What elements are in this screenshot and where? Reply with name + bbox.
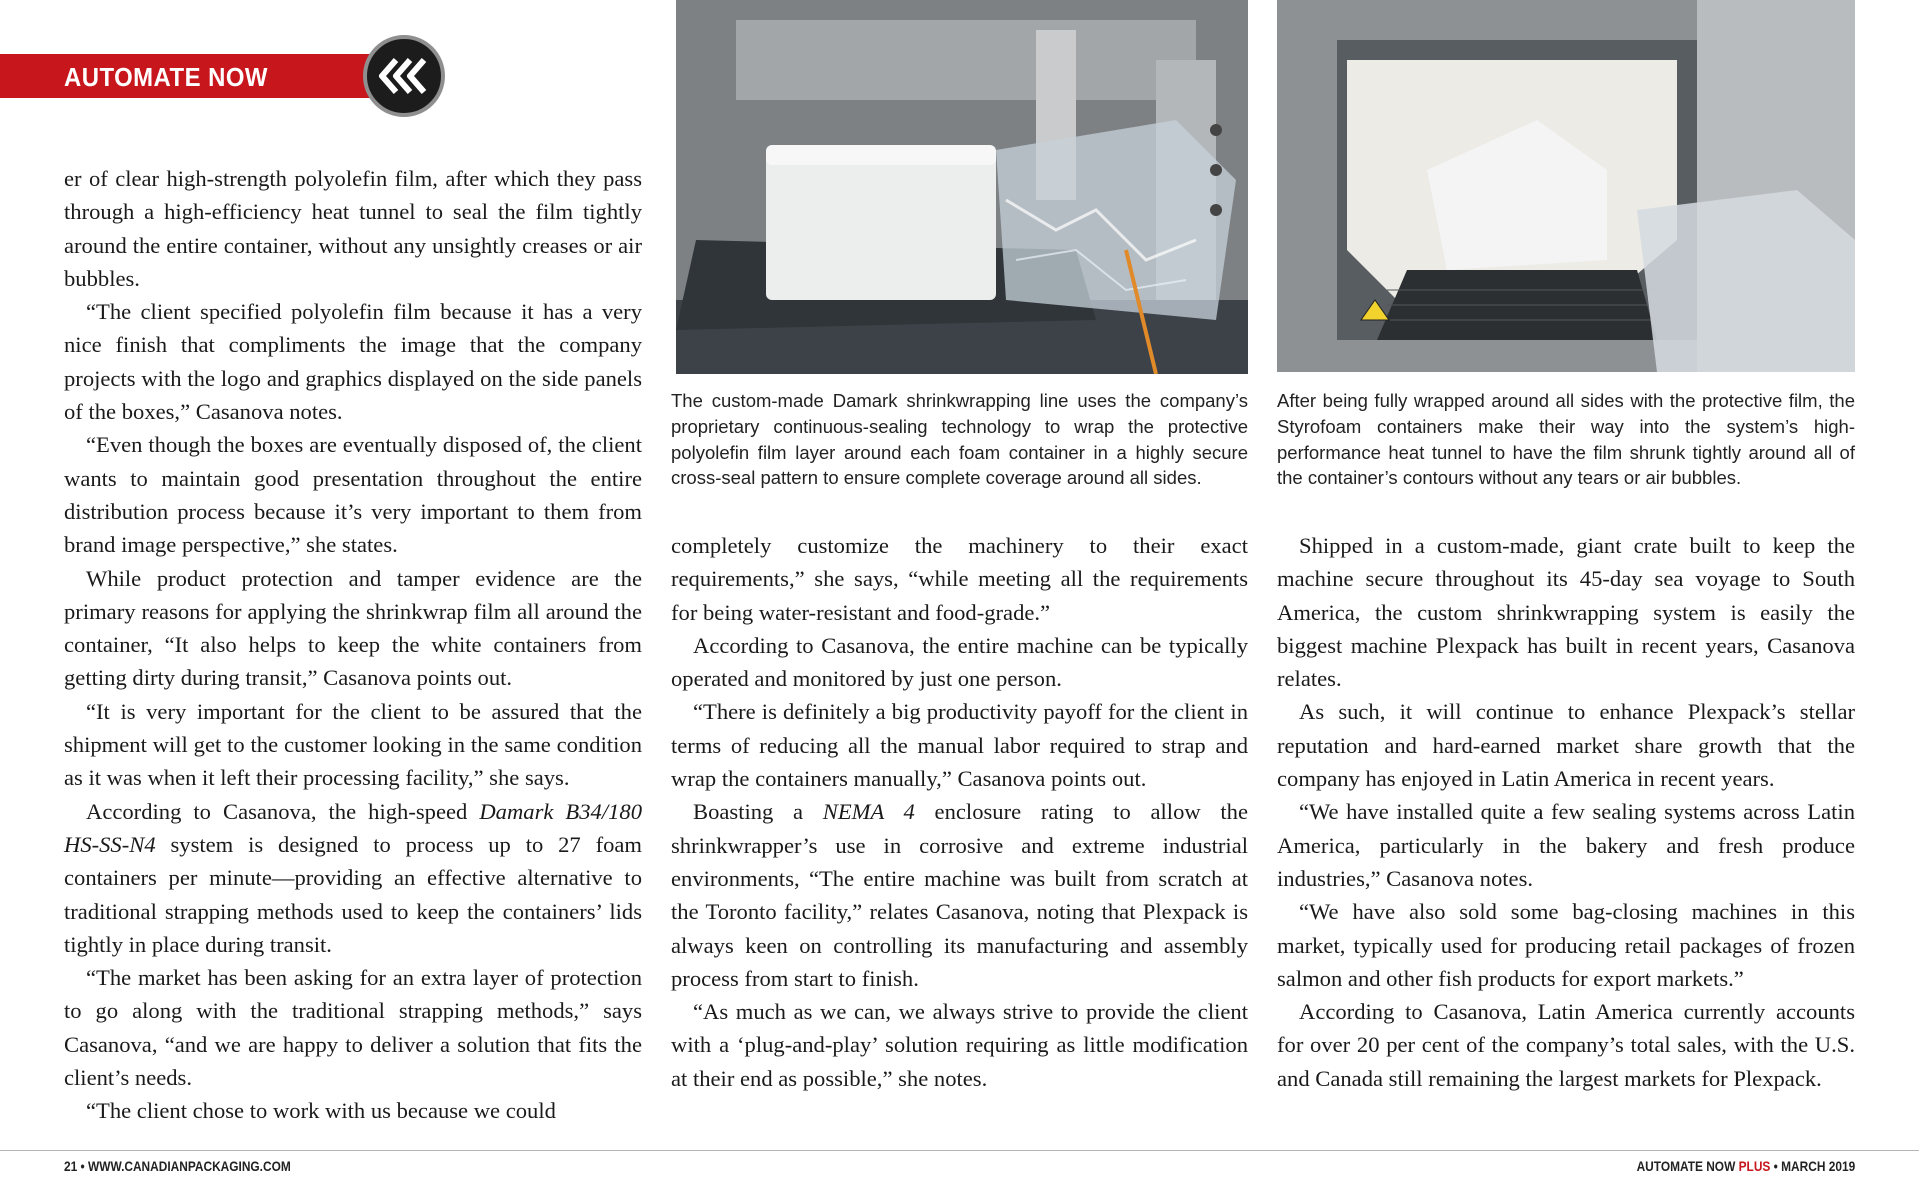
publication-plus: PLUS	[1738, 1158, 1771, 1174]
back-arrows-icon	[363, 35, 445, 117]
paragraph: “The market has been asking for an extra layer of protection to go along with the traditional strapping methods,” says Casanova, “and we are happy to deliver a solution that fits the client’s needs.	[64, 965, 642, 1091]
section-title: AUTOMATE NOW	[64, 62, 268, 92]
photo-caption-2: After being fully wrapped around all sides with the protective film, the Styrofoam containers make their way into the system’s high-performance heat tunnel to have the film shrunk tightly around all of the container’s contours without any tears or air bubbles.	[1277, 390, 1855, 489]
article-column-2	[671, 529, 1248, 1095]
text-run: enclosure rating to allow the shrinkwrapper’s use in corrosive and extreme industrial environments, “The entire machine was built from scratch at the Toronto facility,” relates Casanova, noting that Plexpack is always keen on controlling its manufacturing and assembly process from start to finish.	[671, 799, 1248, 991]
paragraph	[671, 795, 1248, 995]
issue-date: MARCH 2019	[1780, 1158, 1855, 1174]
paragraph: “Even though the boxes are eventually disposed of, the client wants to maintain good presentation throughout the entire distribution process because it’s very important to them from brand image perspective,” she states.	[64, 432, 642, 558]
model-name: Damark B34/180 HS-SS-N4	[64, 798, 642, 857]
paragraph: “It is very important for the client to be assured that the shipment will get to the customer looking in the same condition as it was when it left their processing facility,” she says.	[64, 698, 642, 791]
photo-shrinkwrap-line	[676, 0, 1248, 374]
footer-left	[64, 1158, 291, 1174]
article-column-3	[1277, 529, 1855, 1095]
paragraph: er of clear high-strength polyolefin film, after which they pass through a high-efficiency heat tunnel to seal the film tightly around the entire container, without any unsightly creases or air bubbles.	[64, 166, 642, 291]
text-run: Boasting a	[693, 799, 823, 825]
paragraph: As such, it will continue to enhance Plexpack’s stellar reputation and hard-earned market share growth that the company has enjoyed in Latin America in recent years.	[1277, 699, 1855, 792]
photo-caption-1: The custom-made Damark shrinkwrapping line uses the company’s proprietary continuous-sealing technology to wrap the protective polyolefin film layer around each foam container in a highly secure cross-seal pattern to ensure complete coverage around all sides.	[671, 390, 1248, 489]
website-link[interactable]: WWW.CANADIANPACKAGING.COM	[88, 1158, 291, 1174]
paragraph: “We have also sold some bag-closing machines in this market, typically used for producing retail packages of frozen salmon and other fish products for export markets.”	[1277, 899, 1855, 991]
enclosure-rating: NEMA 4	[822, 799, 915, 825]
paragraph: According to Casanova, the entire machine can be typically operated and monitored by just one person.	[671, 632, 1248, 692]
text-run: system is designed to process up to 27 foam containers per minute—providing an effective alternative to traditional strapping methods used to keep the containers’ lids tightly in place during transit.	[64, 831, 642, 957]
bullet: •	[80, 1158, 85, 1174]
publication-name: AUTOMATE NOW	[1636, 1158, 1736, 1174]
bullet: •	[1773, 1158, 1778, 1174]
page-number: 21	[64, 1158, 78, 1174]
paragraph: “We have installed quite a few sealing systems across Latin America, particularly in the bakery and fresh produce industries,” Casanova notes.	[1277, 799, 1855, 891]
paragraph: “As much as we can, we always strive to provide the client with a ‘plug-and-play’ solution requiring as little modification at their end as possible,” she notes.	[671, 999, 1248, 1091]
paragraph: completely customize the machinery to their exact requirements,” she says, “while meeting all the requirements for being water-resistant and food-grade.”	[671, 533, 1248, 625]
section-banner	[0, 54, 378, 98]
paragraph: Shipped in a custom-made, giant crate built to keep the machine secure throughout its 45-day sea voyage to South America, the custom shrinkwrapping system is easily the biggest machine Plexpack has built in recent years, Casanova relates.	[1277, 533, 1855, 692]
text-run: According to Casanova, the high-speed	[86, 798, 480, 824]
paragraph: “There is definitely a big productivity payoff for the client in terms of reducing all the manual labor required to strap and wrap the containers manually,” Casanova points out.	[671, 699, 1248, 792]
paragraph	[64, 795, 642, 961]
paragraph: “The client specified polyolefin film because it has a very nice finish that compliments the image that the company projects with the logo and graphics displayed on the side panels of the boxes,” Casanova notes.	[64, 299, 642, 425]
footer-divider	[0, 1150, 1919, 1151]
paragraph: According to Casanova, Latin America currently accounts for over 20 per cent of the company’s total sales, with the U.S. and Canada still remaining the largest markets for Plexpack.	[1277, 999, 1855, 1091]
photo-heat-tunnel	[1277, 0, 1855, 372]
paragraph: While product protection and tamper evidence are the primary reasons for applying the shrinkwrap film all around the container, “It also helps to keep the white containers from getting dirty during transit,” Casanova points out.	[64, 565, 642, 691]
article-column-1	[64, 162, 642, 1128]
footer-right	[1636, 1158, 1855, 1174]
paragraph: “The client chose to work with us because we could	[86, 1098, 556, 1124]
